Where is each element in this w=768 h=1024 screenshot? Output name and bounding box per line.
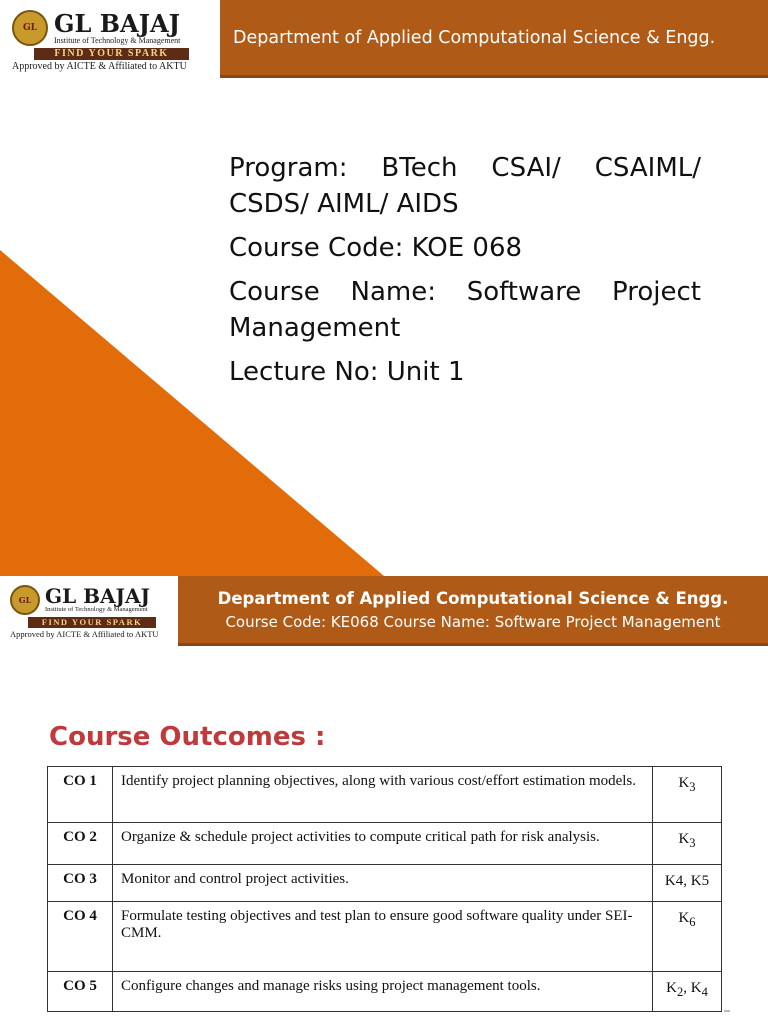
course-subtitle: Course Code: KE068 Course Name: Software Project Management xyxy=(225,612,721,631)
course-info xyxy=(229,150,701,398)
college-logo xyxy=(0,0,220,78)
institute-name: Institute of Technology & Management xyxy=(54,35,181,45)
table-row xyxy=(48,972,722,1012)
co-id: CO 1 xyxy=(48,767,113,823)
co-description: Monitor and control project activities. xyxy=(113,865,653,902)
co-description: Configure changes and manage risks using project management tools. xyxy=(113,972,653,1012)
lecture-line: Lecture No: Unit 1 xyxy=(229,357,465,387)
college-logo-small xyxy=(0,576,178,646)
course-outcomes-table xyxy=(47,766,722,1012)
co-id: CO 4 xyxy=(48,902,113,972)
knowledge-level: $K_3$ xyxy=(653,767,722,823)
course-name-line: Course Name: Software Project Management xyxy=(229,277,701,343)
brand-name: GL BAJAJ xyxy=(54,8,180,38)
brand-name: GL BAJAJ xyxy=(45,584,150,609)
approval-text: Approved by AICTE & Affiliated to AKTU xyxy=(12,61,187,72)
department-title: Department of Applied Computational Science & Engg. xyxy=(217,588,729,608)
co-description: Organize & schedule project activities to compute critical path for risk analysis. xyxy=(113,823,653,865)
table-row xyxy=(48,767,722,823)
knowledge-level: $K_2$, $K_4$ xyxy=(653,972,722,1012)
co-description: Identify project planning objectives, along with various cost/effort estimation models. xyxy=(113,767,653,823)
department-title: Department of Applied Computational Science & Engg. xyxy=(233,27,716,48)
table-row xyxy=(48,902,722,972)
college-seal-icon: GL xyxy=(12,10,48,46)
co-id: CO 3 xyxy=(48,865,113,902)
table-row xyxy=(48,865,722,902)
slide1-header xyxy=(0,0,768,78)
tagline: FIND YOUR SPARK xyxy=(28,617,156,628)
program-line: Program: BTech CSAI/ CSAIML/ CSDS/ AIML/ AIDS xyxy=(229,153,701,219)
page-corner-mark xyxy=(724,1010,730,1012)
tagline: FIND YOUR SPARK xyxy=(34,48,189,60)
co-id: CO 2 xyxy=(48,823,113,865)
college-seal-icon: GL xyxy=(10,585,40,615)
course-code-line: Course Code: KOE 068 xyxy=(229,233,523,263)
co-id: CO 5 xyxy=(48,972,113,1012)
department-banner xyxy=(178,576,768,646)
slide2-header xyxy=(0,576,768,646)
course-outcomes-slide xyxy=(0,576,768,1024)
co-description: Formulate testing objectives and test plan to ensure good software quality under SEI-CMM. xyxy=(113,902,653,972)
department-banner xyxy=(220,0,768,78)
approval-text: Approved by AICTE & Affiliated to AKTU xyxy=(10,628,159,639)
institute-name: Institute of Technology & Management xyxy=(45,606,148,614)
section-title: Course Outcomes : xyxy=(49,722,326,752)
knowledge-level: $K_3$ xyxy=(653,823,722,865)
knowledge-level: K4, K5 xyxy=(653,865,722,902)
knowledge-level: $K_6$ xyxy=(653,902,722,972)
table-row xyxy=(48,823,722,865)
